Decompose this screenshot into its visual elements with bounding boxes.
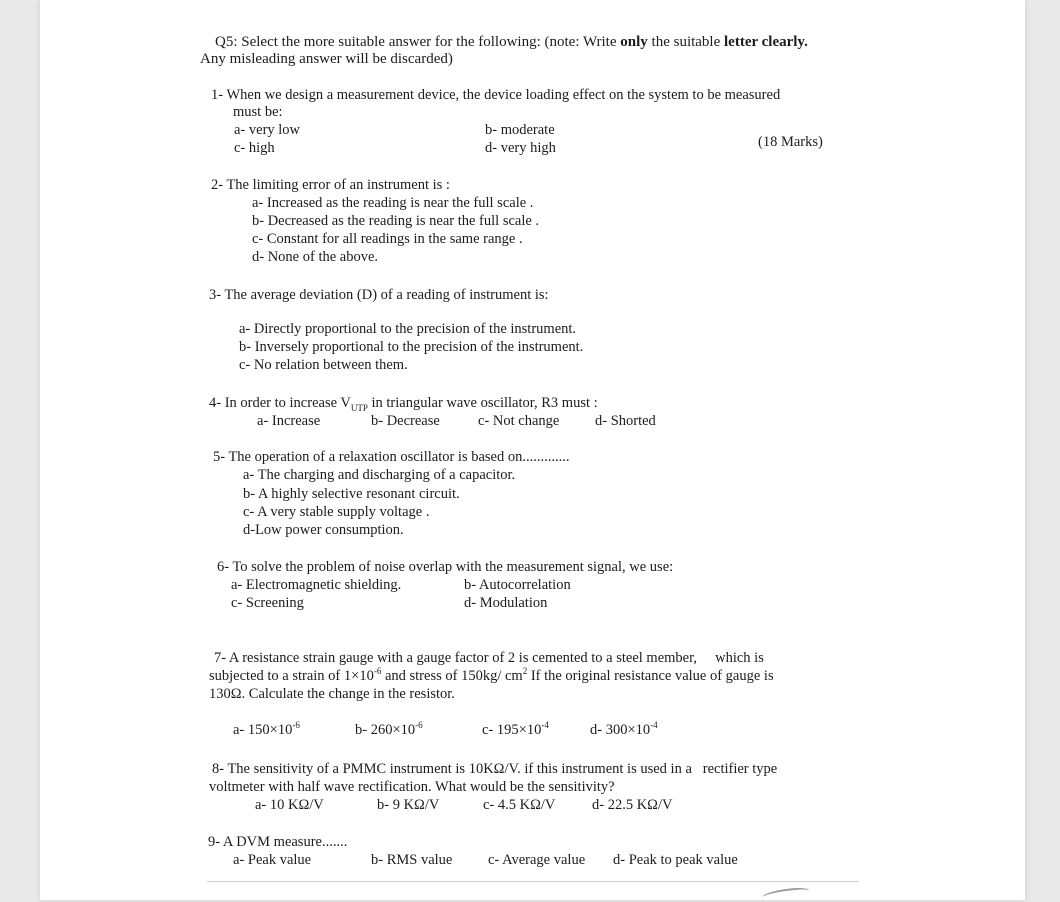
q7-option-a xyxy=(233,721,300,739)
q7-text-a: subjected to a strain of 1×10 xyxy=(209,668,374,684)
question-4-text xyxy=(209,394,598,412)
q8-option-d: d- 22.5 KΩ/V xyxy=(592,797,673,813)
document-page xyxy=(40,0,1025,900)
q2-option-d: d- None of the above. xyxy=(252,249,379,265)
q7-option-a-base: a- 150×10 xyxy=(233,722,293,738)
q2-option-b: b- Decreased as the reading is near the full scale . xyxy=(252,213,540,229)
marks-label: (18 Marks) xyxy=(758,134,823,150)
q4-option-c: c- Not change xyxy=(478,413,560,429)
question-1-text: 1- When we design a measurement device, the device loading effect on the system to be measured xyxy=(211,87,781,103)
q6-option-c: c- Screening xyxy=(231,595,304,611)
q3-option-a: a- Directly proportional to the precision of the instrument. xyxy=(239,321,577,337)
q7-text-c: If the original resistance value of gauge is xyxy=(527,668,774,684)
q5-option-d: d-Low power consumption. xyxy=(243,522,404,538)
question-2-text: 2- The limiting error of an instrument is : xyxy=(211,177,450,193)
q7-option-b-exp: -6 xyxy=(415,720,423,731)
q5-option-a: a- The charging and discharging of a capacitor. xyxy=(243,467,516,483)
q6-option-b: b- Autocorrelation xyxy=(464,577,571,593)
question-8-text-cont: voltmeter with half wave rectification. What would be the sensitivity? xyxy=(209,779,615,795)
question-9-text: 9- A DVM measure....... xyxy=(208,834,348,850)
question-1-text-cont: must be: xyxy=(233,104,283,120)
q6-option-a: a- Electromagnetic shielding. xyxy=(231,577,402,593)
q9-option-a: a- Peak value xyxy=(233,852,312,868)
question-6-text: 6- To solve the problem of noise overlap with the measurement signal, we use: xyxy=(217,559,674,575)
question-7-text-cont xyxy=(209,667,774,685)
q6-option-d: d- Modulation xyxy=(464,595,548,611)
q9-option-c: c- Average value xyxy=(488,852,586,868)
question-3-text: 3- The average deviation (D) of a reading of instrument is: xyxy=(209,287,549,303)
q1-option-a: a- very low xyxy=(234,122,301,138)
q4-text-prefix: 4- In order to increase V xyxy=(209,395,351,411)
bottom-divider xyxy=(207,881,859,882)
q1-option-d: d- very high xyxy=(485,140,556,156)
q4-text-suffix: in triangular wave oscillator, R3 must : xyxy=(367,395,598,411)
q1-option-c: c- high xyxy=(234,140,275,156)
q4-option-d: d- Shorted xyxy=(595,413,656,429)
q3-option-b: b- Inversely proportional to the precision of the instrument. xyxy=(239,339,584,355)
q7-superscript-2: 2 xyxy=(522,666,528,677)
q4-subscript: UTP xyxy=(350,402,368,413)
instructions-bold-only: only xyxy=(620,34,648,50)
q4-option-a: a- Increase xyxy=(257,413,321,429)
q5-option-b: b- A highly selective resonant circuit. xyxy=(243,486,460,502)
instructions-text: Q5: Select the more suitable answer for the following: (note: Write xyxy=(215,34,621,50)
q5-option-c: c- A very stable supply voltage . xyxy=(243,504,430,520)
q7-option-d-exp: -4 xyxy=(650,720,658,731)
q7-text-b: and stress of 150kg/ cm xyxy=(381,668,523,684)
instructions-line-1 xyxy=(215,33,808,51)
question-5-text: 5- The operation of a relaxation oscillator is based on............. xyxy=(213,449,570,465)
question-8-text: 8- The sensitivity of a PMMC instrument is 10KΩ/V. if this instrument is used in a rectifier type xyxy=(212,761,778,777)
instructions-line-2: Any misleading answer will be discarded) xyxy=(200,51,453,67)
instructions-text: the suitable xyxy=(647,34,725,50)
q7-option-d-base: d- 300×10 xyxy=(590,722,651,738)
q9-option-b: b- RMS value xyxy=(371,852,453,868)
q7-superscript-1: -6 xyxy=(373,666,382,677)
q7-option-a-exp: -6 xyxy=(292,720,300,731)
q7-option-b-base: b- 260×10 xyxy=(355,722,416,738)
q2-option-a: a- Increased as the reading is near the full scale . xyxy=(252,195,534,211)
q7-option-c-base: c- 195×10 xyxy=(482,722,542,738)
question-7-text-cont-2: 130Ω. Calculate the change in the resistor. xyxy=(209,686,455,702)
q2-option-c: c- Constant for all readings in the same range . xyxy=(252,231,523,247)
q7-option-b xyxy=(355,721,423,739)
q8-option-b: b- 9 KΩ/V xyxy=(377,797,440,813)
q8-option-c: c- 4.5 KΩ/V xyxy=(483,797,556,813)
q3-option-c: c- No relation between them. xyxy=(239,357,408,373)
q7-option-c xyxy=(482,721,549,739)
q4-option-b: b- Decrease xyxy=(371,413,440,429)
q7-option-c-exp: -4 xyxy=(541,720,549,731)
q1-option-b: b- moderate xyxy=(485,122,555,138)
question-7-text: 7- A resistance strain gauge with a gauge factor of 2 is cemented to a steel member, which is xyxy=(214,650,764,666)
instructions-bold-letter: letter clearly. xyxy=(724,34,808,50)
q7-option-d xyxy=(590,721,658,739)
q9-option-d: d- Peak to peak value xyxy=(613,852,738,868)
q8-option-a: a- 10 KΩ/V xyxy=(255,797,324,813)
